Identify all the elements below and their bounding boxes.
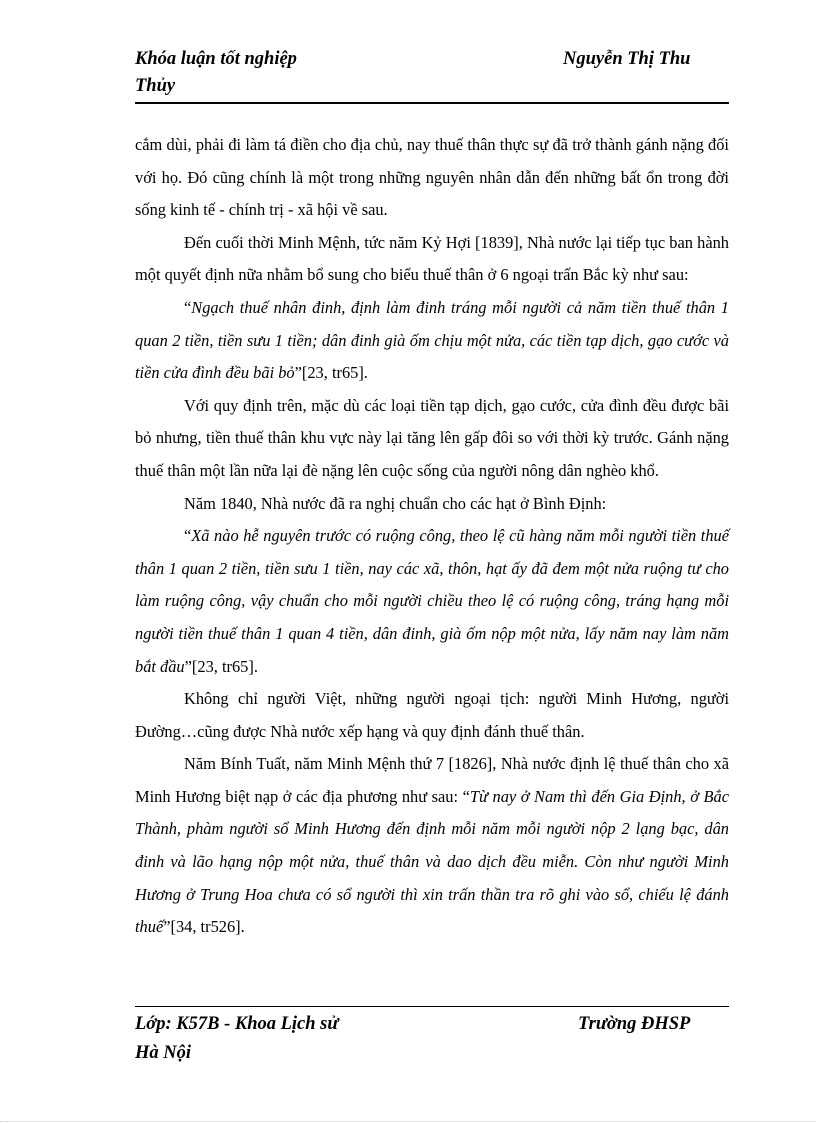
page-footer bbox=[135, 1010, 729, 1068]
paragraph-8-text: Năm Bính Tuất, năm Minh Mệnh thứ 7 [1826], Nhà nước định lệ thuế thân cho xã Minh Hương biệt nạp ở các địa phương như sau: “ bbox=[135, 754, 729, 806]
paragraph-1: cắm dùi, phải đi làm tá điền cho địa chủ, nay thuế thân thực sự đã trở thành gánh nặng đối với họ. Đó cũng chính là một trong những nguyên nhân dẫn đến những bất ổn trong đời sống kinh tế - chính trị - xã hội về sau. bbox=[135, 135, 729, 220]
paragraph-7: Không chỉ người Việt, những người ngoại tịch: người Minh Hương, người Đường…cũng được Nhà nước xếp hạng và quy định đánh thuế thân. bbox=[135, 689, 729, 741]
paragraph-4: Với quy định trên, mặc dù các loại tiền tạp dịch, gạo cước, cửa đình đều được bãi bỏ nhưng, tiền thuế thân khu vực này lại tăng lên gấp đôi so với thời kỳ trước. Gánh nặng thuế thân một lần nữa lại đè nặng lên cuộc sống của người nông dân nghèo khổ. bbox=[135, 395, 729, 480]
page-edge bbox=[0, 1121, 816, 1122]
footer-left-line2: Hà Nội bbox=[135, 1043, 192, 1063]
quote-open-mark: “ bbox=[184, 297, 192, 317]
paragraph-6-quote bbox=[135, 520, 729, 683]
footer-left-line1: Lớp: K57B - Khoa Lịch sử bbox=[135, 1014, 339, 1034]
header-left-line2: Thủy bbox=[135, 76, 176, 96]
citation: ”[23, tr65]. bbox=[184, 656, 258, 676]
citation: ”[23, tr65]. bbox=[294, 363, 368, 383]
quote-text: Ngạch thuế nhân đinh, định làm đinh tráng mỗi người cả năm tiền thuế thân 1 quan 2 tiền, tiền sưu 1 tiền; dân đinh già ốm chịu một nửa, các tiền tạp dịch, gạo cước và tiền cửa đình đều bãi bỏ bbox=[135, 297, 729, 383]
quote-text: Từ nay ở Nam thì đến Gia Định, ở Bắc Thành, phàm người sổ Minh Hương đến định mỗi năm mỗi người nộp 2 lạng bạc, dân đinh và lão hạng nộp một nửa, thuế thân và dao dịch đều miễn. Còn như người Minh Hương ở Trung Hoa chưa có sổ người thì xin trấn thần tra rõ ghi vào sổ, chiếu lệ đánh thuế bbox=[135, 786, 729, 937]
body-text bbox=[135, 129, 729, 944]
paragraph-2 bbox=[135, 227, 729, 292]
citation: ”[34, tr526]. bbox=[163, 917, 245, 937]
header-right: Nguyễn Thị Thu bbox=[563, 49, 691, 69]
paragraph-5: Năm 1840, Nhà nước đã ra nghị chuẩn cho các hạt ở Bình Định: bbox=[184, 493, 607, 513]
paragraph-3-quote bbox=[135, 292, 729, 390]
header-left-line1: Khóa luận tốt nghiệp bbox=[135, 49, 297, 69]
paragraph-8 bbox=[135, 748, 729, 944]
header-divider bbox=[135, 102, 729, 104]
footer-divider bbox=[135, 1006, 729, 1007]
quote-open-mark: “ bbox=[184, 526, 192, 546]
page-header bbox=[135, 46, 729, 100]
quote-text: Xã nào hễ nguyên trước có ruộng công, theo lệ cũ hàng năm mỗi người tiền thuế thân 1 quan 2 tiền, tiền sưu 1 tiền, nay các xã, thôn, hạt ấy đã đem một nửa ruộng tư cho làm ruộng công, vậy chuẩn cho mỗi người chiều theo lệ có ruộng công, tráng hạng mỗi người tiền thuế thân 1 quan 4 tiền, dân đinh, già ốm nộp một nửa, lấy năm nay làm năm bắt đầu bbox=[135, 526, 729, 676]
paragraph-2-text: Đến cuối thời Minh Mệnh, tức năm Kỷ Hợi [1839], Nhà nước lại tiếp tục ban hành một quyết định nữa nhằm bổ sung cho biểu thuế thân ở 6 ngoại trấn Bắc kỳ như sau: bbox=[135, 232, 729, 285]
footer-right: Trường ĐHSP bbox=[578, 1014, 691, 1034]
